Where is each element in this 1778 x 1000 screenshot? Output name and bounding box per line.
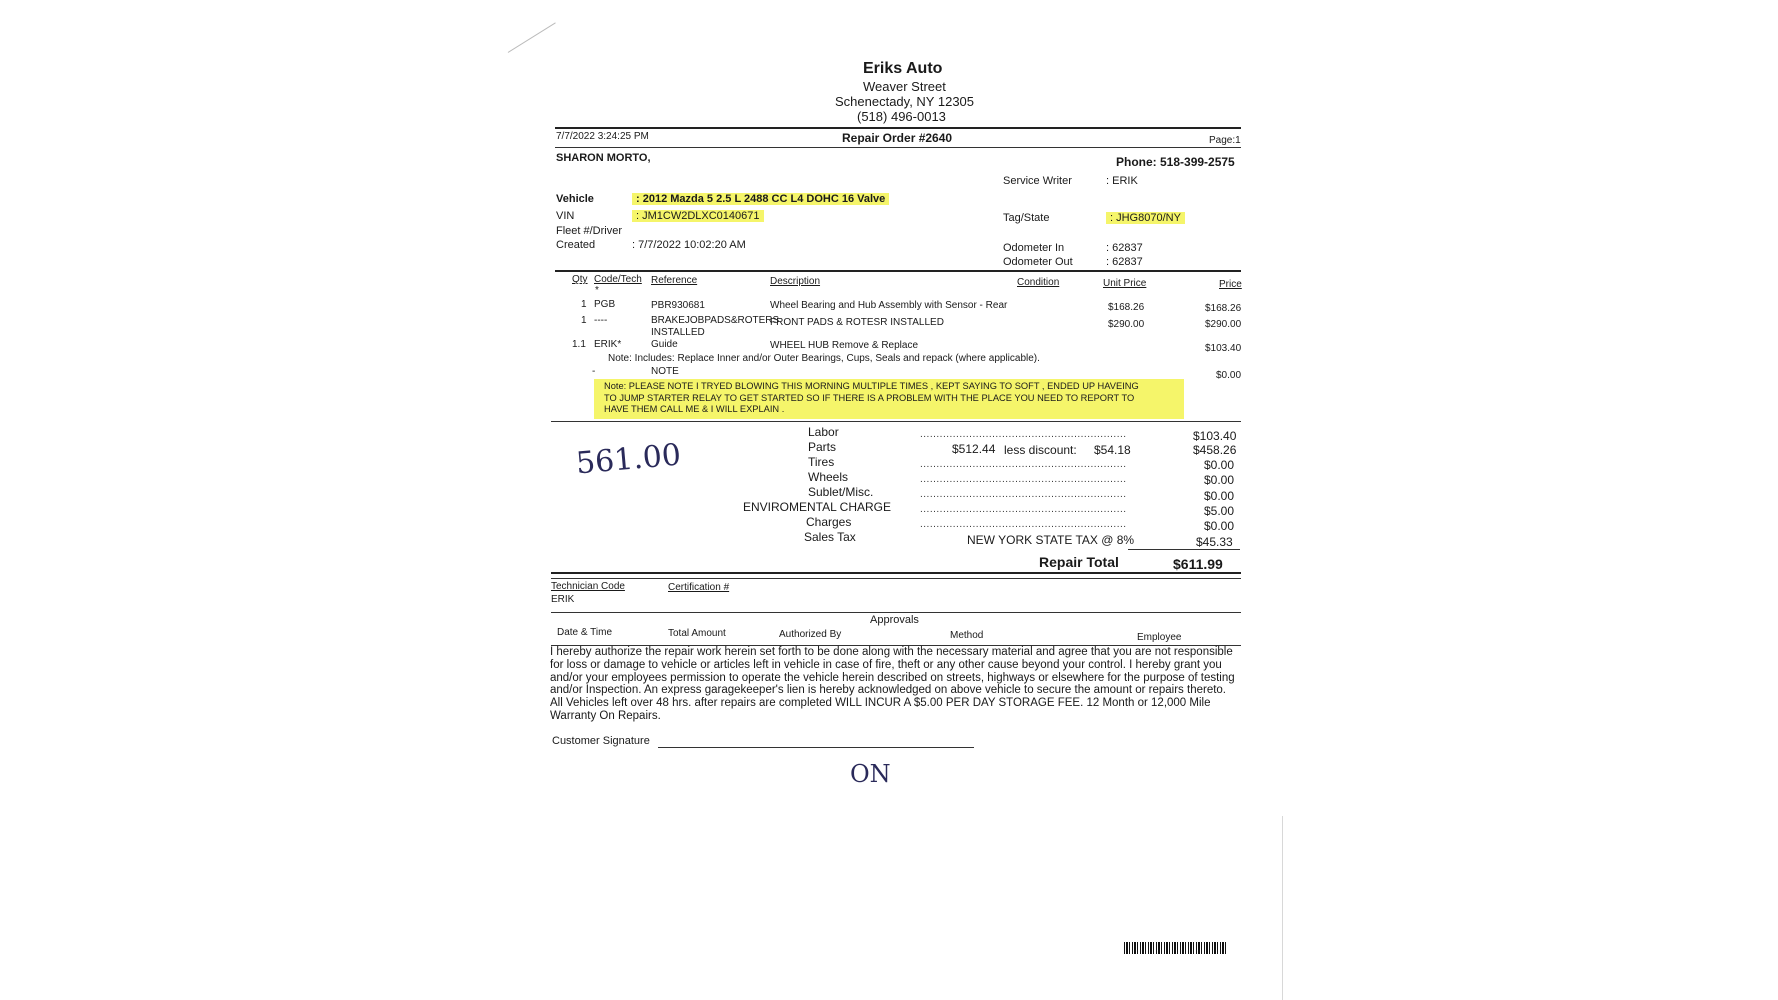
labor-amount: $103.40: [1193, 429, 1237, 443]
env-label: ENVIROMENTAL CHARGE: [743, 500, 892, 514]
discount-amount: $54.18: [1094, 443, 1131, 457]
item-unit-price: $290.00: [1108, 319, 1145, 330]
scan-mark: [508, 22, 556, 53]
col-qty: Qty: [572, 274, 588, 285]
scan-edge: [1282, 816, 1283, 1000]
item-price: $290.00: [1205, 319, 1242, 330]
item-description: WHEEL HUB Remove & Replace: [770, 340, 919, 351]
service-writer: : ERIK: [1106, 175, 1138, 187]
customer-name: SHARON MORTO,: [556, 152, 651, 164]
cert-label: Certification #: [668, 582, 730, 593]
approvals-total-amount: Total Amount: [668, 628, 726, 639]
col-unit-price: Unit Price: [1103, 278, 1147, 289]
col-price: Price: [1219, 279, 1242, 290]
item-reference-2: INSTALLED: [651, 327, 705, 338]
tech-code: ERIK: [551, 594, 575, 605]
tires-label: Tires: [808, 455, 835, 469]
handwritten-initials: ON: [850, 760, 891, 788]
note-reference: NOTE: [651, 366, 679, 377]
labor-label: Labor: [808, 425, 839, 439]
item-reference: Guide: [651, 339, 678, 350]
shop-phone: (518) 496-0013: [857, 109, 946, 124]
tax-amount: $45.33: [1196, 535, 1233, 549]
item-unit-price: $168.26: [1108, 302, 1145, 313]
signature-line[interactable]: [658, 747, 974, 748]
total-rule: [1128, 549, 1240, 550]
odometer-in-label: Odometer In: [1003, 242, 1065, 254]
wheels-amount: $0.00: [1204, 473, 1235, 487]
authorization-text: I hereby authorize the repair work herein set forth to be done along with the necessary material and agree that you are not responsible for loss or damage to vehicle or articles left in vehicle in case of fire, theft or any other cause beyond your control. I hereby grant you and/or your employees permission to operate the vehicle herein described on streets, highways or elsewhere for the purpose of testing and/or Inspection. An express garagekeeper's lien is hereby acknowledged on above vehicle to secure the amount or repairs thereto. All Vehicles left over 48 hrs. after repairs are completed WILL INCUR A $5.00 PER DAY STORAGE FEE. 12 Month or 12,000 Mile Warranty On Repairs.: [550, 646, 1235, 722]
parts-label: Parts: [808, 440, 837, 454]
tech-code-label: Technician Code: [551, 581, 625, 592]
signature-label: Customer Signature: [552, 735, 650, 747]
approvals-employee: Employee: [1137, 632, 1182, 643]
created-value: : 7/7/2022 10:02:20 AM: [632, 239, 746, 251]
sublet-amount: $0.00: [1204, 489, 1235, 503]
col-description: Description: [770, 276, 821, 287]
item-code: ----: [594, 315, 608, 326]
item-description: Wheel Bearing and Hub Assembly with Sensor - Rear: [770, 300, 1008, 311]
totals-rule-2: [551, 578, 1241, 579]
vehicle-value: : 2012 Mazda 5 2.5 L 2488 CC L4 DOHC 16 Valve: [632, 193, 889, 205]
sublet-label: Sublet/Misc.: [808, 485, 874, 499]
repair-total: $611.99: [1173, 556, 1223, 572]
odometer-in: : 62837: [1106, 242, 1143, 254]
col-code: Code/Tech: [594, 274, 642, 285]
customer-phone: Phone: 518-399-2575: [1116, 155, 1235, 169]
fleet-label: Fleet #/Driver: [556, 225, 623, 237]
odometer-out-label: Odometer Out: [1003, 256, 1073, 268]
tires-dots: ...............................................................: [920, 459, 1127, 470]
item-qty: 1.1: [572, 339, 586, 350]
vehicle-label: Vehicle: [556, 193, 594, 205]
parts-gross: $512.44: [952, 442, 996, 456]
charges-label: Charges: [806, 515, 852, 529]
tag-value: : JHG8070/NY: [1106, 212, 1185, 224]
item-price: $103.40: [1205, 343, 1242, 354]
tires-amount: $0.00: [1204, 458, 1235, 472]
order-title: Repair Order #2640: [842, 131, 953, 145]
wheels-label: Wheels: [808, 470, 849, 484]
approvals-date-time: Date & Time: [557, 627, 613, 638]
tech-rule: [551, 612, 1241, 613]
item-reference: PBR930681: [651, 300, 705, 311]
items-rule: [551, 421, 1241, 422]
env-dots: ...............................................................: [920, 504, 1127, 515]
approvals-authorized-by: Authorized By: [779, 629, 842, 640]
header-rule: [555, 127, 1241, 129]
page-number: Page:1: [1209, 135, 1241, 146]
charges-amount: $0.00: [1204, 519, 1235, 533]
item-code: PGB: [594, 299, 616, 310]
tag-label: Tag/State: [1003, 212, 1050, 224]
item-note: Note: Includes: Replace Inner and/or Outer Bearings, Cups, Seals and repack (where applicable).: [608, 353, 1040, 364]
labor-dots: ...............................................................: [920, 429, 1127, 440]
shop-street: Weaver Street: [863, 79, 946, 94]
repair-total-label: Repair Total: [1039, 554, 1119, 570]
totals-rule: [551, 572, 1241, 574]
tax-label: Sales Tax: [804, 530, 856, 544]
col-condition: Condition: [1017, 277, 1060, 288]
service-writer-label: Service Writer: [1003, 175, 1072, 187]
vin-label: VIN: [556, 210, 575, 222]
vin-value: : JM1CW2DLXC0140671: [632, 210, 764, 222]
parts-amount: $458.26: [1193, 443, 1237, 457]
item-reference: BRAKEJOBPADS&ROTERS: [651, 315, 780, 326]
approvals-title: Approvals: [870, 614, 919, 626]
item-qty: 1: [581, 299, 587, 310]
order-datetime: 7/7/2022 3:24:25 PM: [556, 131, 649, 142]
item-price: $168.26: [1205, 303, 1242, 314]
vehicle-rule: [555, 270, 1241, 272]
env-amount: $5.00: [1204, 504, 1235, 518]
approvals-method: Method: [950, 630, 984, 641]
customer-note: Note: PLEASE NOTE I TRYED BLOWING THIS MORNING MULTIPLE TIMES , KEPT SAYING TO SOFT , ENDED UP HAVEING TO JUMP STARTER RELAY TO GET STARTED SO IF THERE IS A PROBLEM WITH THE PLACE YOU NEED TO REPORT TO HAVE THEM CALL ME & I WILL EXPLAIN .: [604, 381, 1139, 414]
barcode: [1124, 942, 1228, 954]
item-qty: 1: [581, 315, 587, 326]
note-price: $0.00: [1216, 370, 1242, 381]
wheels-dots: ...............................................................: [920, 474, 1127, 485]
sublet-dots: ...............................................................: [920, 489, 1127, 500]
tax-description: NEW YORK STATE TAX @ 8%: [967, 533, 1135, 547]
col-reference: Reference: [651, 275, 698, 286]
item-description: FRONT PADS & ROTESR INSTALLED: [770, 317, 944, 328]
header-rule-2: [555, 147, 1241, 148]
odometer-out: : 62837: [1106, 256, 1143, 268]
note-qty: -: [592, 366, 596, 377]
col-star: *: [595, 285, 599, 296]
shop-city: Schenectady, NY 12305: [835, 94, 975, 109]
created-label: Created: [556, 239, 596, 251]
shop-name: Eriks Auto: [863, 60, 943, 77]
item-code: ERIK*: [594, 339, 622, 350]
discount-label: less discount:: [1004, 443, 1077, 457]
handwritten-amount: 561.00: [574, 437, 683, 482]
charges-dots: ...............................................................: [920, 519, 1127, 530]
